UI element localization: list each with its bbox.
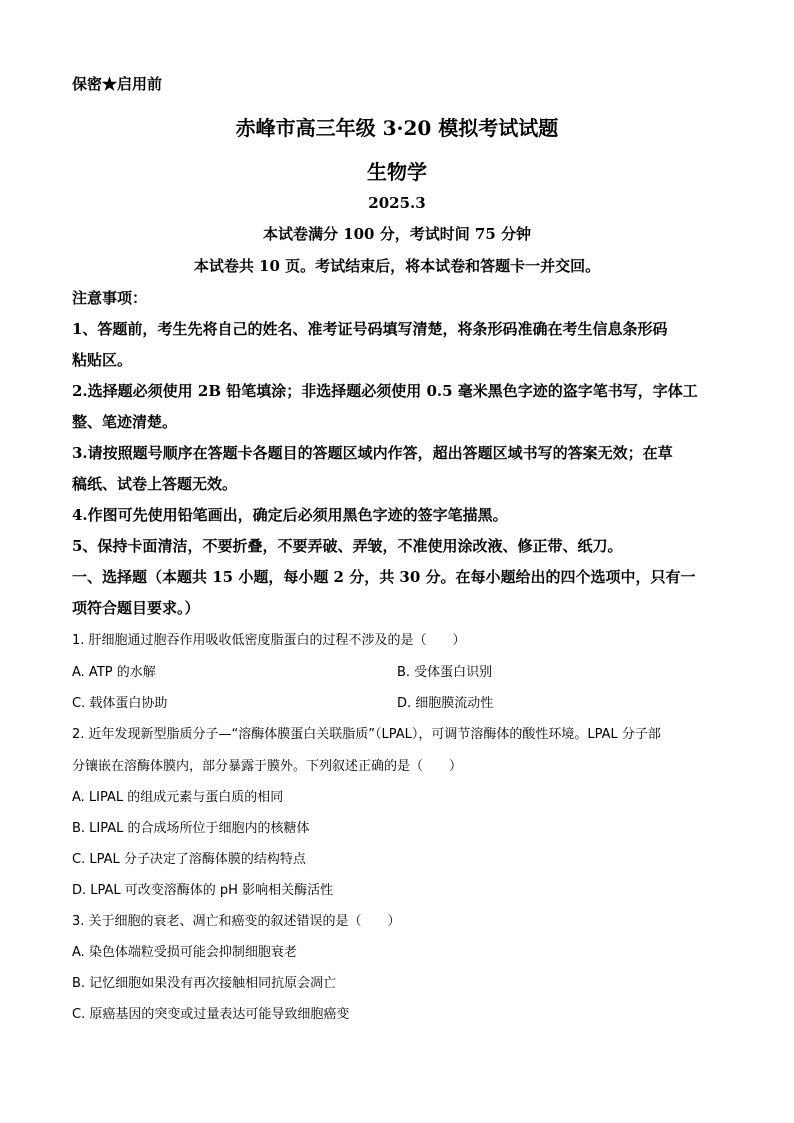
notice-item-1: 1、答题前，考生先将自己的姓名、准考证号码填写清楚，将条形码准确在考生信息条形码: [72, 320, 668, 338]
notice-item-3-cont: 稿纸、试卷上答题无效。: [72, 475, 238, 493]
question-3-stem: 3. 关于细胞的衰老、凋亡和癌变的叙述错误的是（ ）: [72, 914, 401, 929]
notice-item-2: 2.选择题必须使用 2B 铅笔填涂；非选择题必须使用 0.5 毫米黑色字迹的盗字笔书写，字体工: [72, 382, 698, 400]
question-3-option-a: A. 染色体端粒受损可能会抑制细胞衰老: [72, 945, 297, 960]
question-2-option-d: D. LPAL 可改变溶酶体的 pH 影响相关酶活性: [72, 883, 334, 898]
notice-heading: 注意事项：: [72, 289, 148, 307]
section-heading: 一、选择题（本题共 15 小题，每小题 2 分，共 30 分。在每小题给出的四个选项中，只有一: [72, 568, 696, 586]
notice-item-2-cont: 整、笔迹清楚。: [72, 413, 178, 431]
question-2-stem-cont: 分镶嵌在溶酶体膜内，部分暴露于膜外。下列叙述正确的是（ ）: [72, 759, 463, 774]
exam-title: 赤峰市高三年级 3·20 模拟考试试题: [235, 116, 559, 140]
subject-title: 生物学: [367, 160, 427, 184]
question-2-option-c: C. LPAL 分子决定了溶酶体膜的结构特点: [72, 852, 306, 867]
exam-info-pages: 本试卷共 10 页。考试结束后，将本试卷和答题卡一并交回。: [193, 257, 601, 275]
question-1-option-d: D. 细胞膜流动性: [397, 696, 494, 711]
question-3-option-c: C. 原癌基因的突变或过量表达可能导致细胞癌变: [72, 1007, 350, 1022]
question-3-option-b: B. 记忆细胞如果没有再次接触相同抗原会凋亡: [72, 976, 337, 991]
notice-item-5: 5、保持卡面清洁，不要折叠，不要弄破、弄皱，不准使用涂改液、修正带、纸刀。: [72, 537, 623, 555]
confidential-label: 保密★启用前: [72, 75, 163, 93]
exam-info-score-time: 本试卷满分 100 分，考试时间 75 分钟: [262, 225, 532, 243]
question-1-option-a: A. ATP 的水解: [72, 665, 156, 680]
question-1-option-b: B. 受体蛋白识别: [397, 665, 493, 680]
question-2-stem: 2. 近年发现新型脂质分子—“溶酶体膜蛋白关联脂质”（LPAL），可调节溶酶体的酸性环境。LPAL 分子部: [72, 727, 661, 742]
exam-date: 2025.3: [368, 194, 426, 212]
notice-item-3: 3.请按照题号顺序在答题卡各题目的答题区域内作答，超出答题区域书写的答案无效；在草: [72, 444, 673, 462]
notice-item-1-cont: 粘贴区。: [72, 351, 133, 369]
section-heading-cont: 项符合题目要求。）: [72, 599, 200, 617]
notice-item-4: 4.作图可先使用铅笔画出，确定后必须用黑色字迹的签字笔描黑。: [72, 506, 508, 524]
question-1-option-c: C. 载体蛋白协助: [72, 696, 168, 711]
question-2-option-a: A. LIPAL 的组成元素与蛋白质的相同: [72, 790, 284, 805]
question-2-option-b: B. LIPAL 的合成场所位于细胞内的核糖体: [72, 821, 310, 836]
question-1-stem: 1. 肝细胞通过胞吞作用吸收低密度脂蛋白的过程不涉及的是（ ）: [72, 633, 466, 648]
